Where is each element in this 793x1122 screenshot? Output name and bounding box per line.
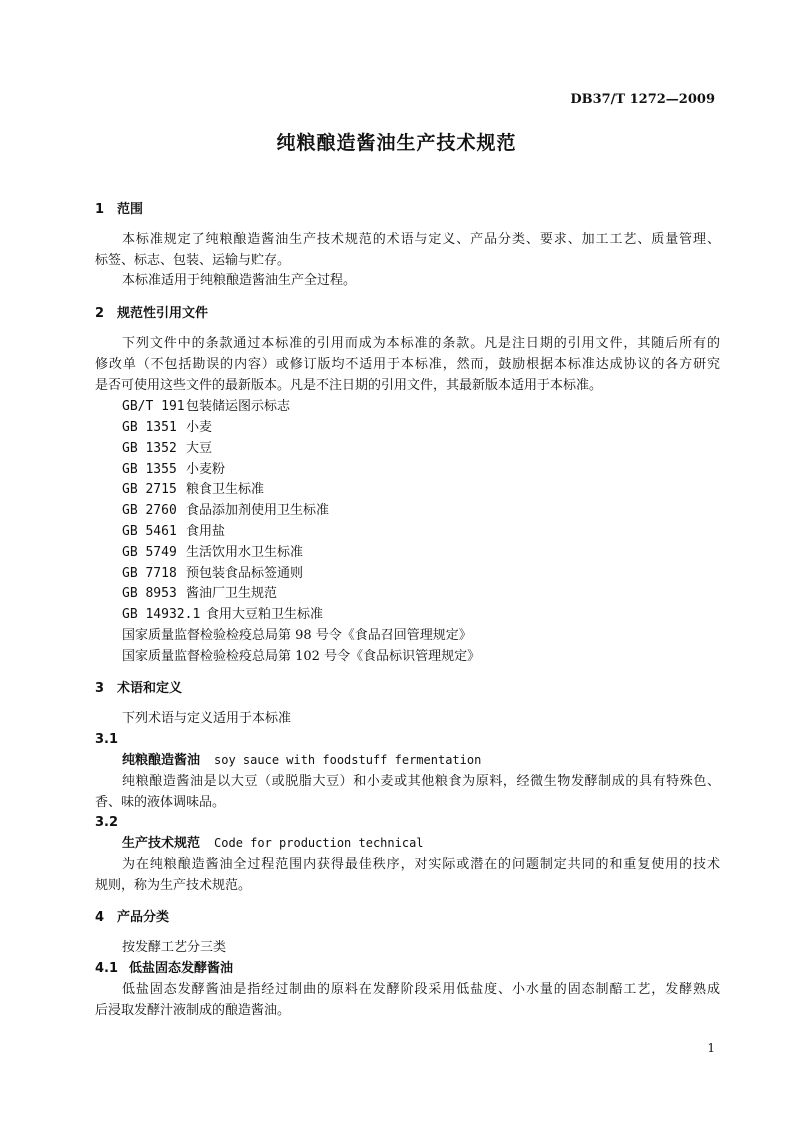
reference-item — [122, 396, 720, 417]
term-english: soy sauce with foodstuff fermentation — [214, 753, 482, 767]
reference-code: GB 1355 — [122, 462, 177, 477]
section-2-heading — [95, 303, 720, 324]
paragraph-line: 下列文件中的条款通过本标准的引用而成为本标准的条款。凡是注日期的引用文件，其随后所有的 — [122, 336, 720, 351]
paragraph-line: 香、味的液体调味品。 — [95, 795, 226, 810]
reference-code: GB 2715 — [122, 482, 177, 497]
section-number: 2 — [95, 306, 105, 321]
paragraph-line: 下列术语与定义适用于本标准 — [122, 711, 292, 726]
reference-item — [122, 542, 720, 563]
reference-item — [122, 438, 720, 459]
subsection-number: 4.1 — [95, 961, 119, 976]
reference-code: GB 5749 — [122, 545, 177, 560]
reference-name: 食品添加剂使用卫生标准 — [186, 503, 330, 518]
page-number: 1 — [707, 1041, 715, 1055]
reference-decree: 国家质量监督检验检疫总局第 98 号令《食品召回管理规定》 — [122, 628, 472, 643]
reference-name: 预包装食品标签通则 — [186, 566, 304, 581]
term-entry — [122, 750, 720, 771]
section-number: 4 — [95, 910, 105, 925]
reference-code: GB 5461 — [122, 524, 177, 539]
reference-name: 生活饮用水卫生标准 — [186, 545, 304, 560]
section-number: 3 — [95, 681, 105, 696]
term-chinese: 纯粮酿造酱油 — [122, 753, 201, 768]
paragraph-line: 低盐固态发酵酱油是指经过制曲的原料在发酵阶段采用低盐度、小水量的固态制醅工艺，发酵熟成 — [122, 982, 720, 997]
paragraph-line: 修改单（不包括勘误的内容）或修订版均不适用于本标准，然而，鼓励根据本标准达成协议的各方研究 — [95, 357, 720, 372]
section-1-heading — [95, 199, 720, 220]
paragraph-line: 纯粮酿造酱油是以大豆（或脱脂大豆）和小麦或其他粮食为原料，经微生物发酵制成的具有特殊色、 — [122, 774, 720, 789]
section-3-heading — [95, 678, 720, 699]
subsection-4-1-heading — [95, 958, 720, 979]
term-entry — [122, 833, 720, 854]
clause-number: 3.1 — [95, 732, 119, 747]
reference-name: 包装储运图示标志 — [186, 399, 291, 414]
reference-item — [122, 521, 720, 542]
reference-code: GB 1351 — [122, 420, 177, 435]
reference-code: GB 14932.1 — [122, 607, 201, 622]
paragraph-line: 本标准规定了纯粮酿造酱油生产技术规范的术语与定义、产品分类、要求、加工工艺、质量管理、 — [122, 232, 720, 247]
reference-item — [122, 563, 720, 584]
document-title: 纯粮酿造酱油生产技术规范 — [276, 132, 517, 154]
section-title: 范围 — [117, 202, 144, 217]
reference-item — [122, 604, 720, 625]
paragraph-line: 是否可使用这些文件的最新版本。凡是不注日期的引用文件，其最新版本适用于本标准。 — [95, 378, 603, 393]
reference-name: 酱油厂卫生规范 — [186, 586, 278, 601]
reference-name: 粮食卫生标准 — [186, 482, 265, 497]
paragraph-line: 规则，称为生产技术规范。 — [95, 878, 252, 893]
term-chinese: 生产技术规范 — [122, 836, 201, 851]
reference-name: 小麦粉 — [186, 462, 226, 477]
paragraph-line: 按发酵工艺分三类 — [122, 940, 227, 955]
paragraph-line: 为在纯粮酿造酱油全过程范围内获得最佳秩序，对实际或潜在的问题制定共同的和重复使用的技术 — [122, 857, 720, 872]
reference-code: GB/T 191 — [122, 399, 185, 414]
reference-name: 大豆 — [186, 441, 213, 456]
reference-item — [122, 479, 720, 500]
reference-item — [122, 500, 720, 521]
reference-item — [122, 417, 720, 438]
standard-code: DB37/T 1272—2009 — [570, 92, 715, 107]
paragraph-line: 标签、标志、包装、运输与贮存。 — [95, 253, 291, 268]
section-title: 产品分类 — [117, 910, 170, 925]
section-title: 规范性引用文件 — [117, 306, 209, 321]
reference-code: GB 7718 — [122, 566, 177, 581]
clause-number: 3.2 — [95, 815, 119, 830]
reference-code: GB 1352 — [122, 441, 177, 456]
reference-name: 食用盐 — [186, 524, 226, 539]
paragraph-line: 本标准适用于纯粮酿造酱油生产全过程。 — [122, 273, 357, 288]
reference-item — [122, 459, 720, 480]
section-number: 1 — [95, 202, 105, 217]
paragraph-line: 后浸取发酵汁液制成的酿造酱油。 — [95, 1003, 291, 1018]
section-4-heading — [95, 907, 720, 928]
reference-code: GB 8953 — [122, 586, 177, 601]
reference-item — [122, 583, 720, 604]
reference-code: GB 2760 — [122, 503, 177, 518]
subsection-title: 低盐固态发酵酱油 — [129, 961, 234, 976]
reference-name: 食用大豆粕卫生标准 — [206, 607, 324, 622]
section-title: 术语和定义 — [117, 681, 183, 696]
reference-name: 小麦 — [186, 420, 213, 435]
reference-decree: 国家质量监督检验检疫总局第 102 号令《食品标识管理规定》 — [122, 649, 481, 664]
term-english: Code for production technical — [214, 836, 424, 850]
